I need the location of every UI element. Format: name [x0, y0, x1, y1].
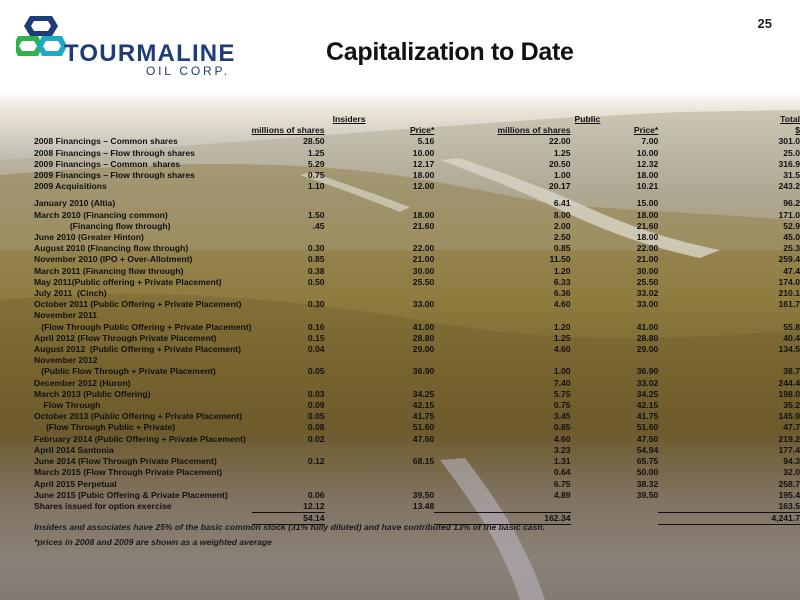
cell-ins-price: 33.00	[412, 299, 435, 310]
table-row	[34, 479, 800, 490]
cell-label: 2008 Financings – Flow through shares	[34, 147, 195, 158]
cell-total: 94.3	[783, 456, 800, 467]
cell-pub-shares	[434, 355, 570, 366]
cell-pub-price: 33.02	[636, 377, 659, 388]
table-row	[34, 490, 800, 501]
cell-pub-shares: 0.85	[553, 422, 571, 433]
cell-pub-price: 12.32	[636, 158, 659, 169]
cell-total: 96.2	[783, 198, 800, 209]
cell-total: 45.0	[783, 232, 800, 243]
cell-ins-price: 21.00	[412, 254, 435, 265]
cell-pub-shares: 8.00	[553, 209, 571, 220]
cell-label: Shares issued for option exercise	[34, 501, 172, 512]
cell-pub-shares: 0.64	[553, 467, 571, 478]
cell-ins-shares	[252, 232, 325, 243]
cell-ins-price: 18.00	[412, 170, 435, 181]
cell-pub-shares: 4.60	[553, 433, 571, 444]
table-row	[34, 232, 800, 243]
cell-label: October 2011 (Public Offering + Private Placement)	[34, 299, 242, 310]
table-row	[34, 181, 800, 192]
footnote-prices: *prices in 2008 and 2009 are shown as a weighted average	[34, 537, 272, 547]
total-total: 4,241.7	[658, 513, 800, 525]
cell-total: 219.2	[778, 433, 800, 444]
cell-pub-price: 34.25	[636, 388, 659, 399]
table-row	[34, 159, 800, 170]
cell-pub-shares: 1.25	[553, 147, 571, 158]
group-insiders: Insiders	[332, 114, 366, 124]
cell-pub-price	[571, 310, 659, 321]
cell-pub-shares: 2.50	[553, 232, 571, 243]
capitalization-table	[34, 114, 800, 525]
cell-ins-shares: 0.08	[307, 422, 325, 433]
cell-pub-shares: 1.00	[553, 366, 571, 377]
cell-pub-price: 22.00	[636, 243, 659, 254]
cell-pub-price: 15.00	[636, 198, 659, 209]
cell-pub-shares: 1.20	[553, 321, 571, 332]
cell-label: Flow Through	[34, 400, 101, 411]
cell-label: (Flow Through Public + Private)	[34, 422, 176, 433]
cell-label: March 2013 (Public Offering)	[34, 388, 151, 399]
cell-ins-price: 5.16	[417, 136, 435, 147]
cell-ins-price: 25.50	[412, 276, 435, 287]
cell-label: June 2010 (Greater Hinton)	[34, 232, 144, 243]
cell-ins-shares	[252, 198, 325, 209]
cell-pub-price: 7.00	[641, 136, 659, 147]
cell-total: 47.4	[783, 265, 800, 276]
table-row	[34, 136, 800, 147]
cell-pub-price: 51.60	[636, 422, 659, 433]
col-insider-price: Price*	[409, 125, 435, 136]
cell-ins-shares: 0.50	[307, 276, 325, 287]
cell-ins-price: 22.00	[412, 243, 435, 254]
table-row	[34, 389, 800, 400]
table-row	[34, 400, 800, 411]
table-row	[34, 456, 800, 467]
cell-label: July 2011 (Cinch)	[34, 288, 107, 299]
cell-ins-price: 68.15	[412, 456, 435, 467]
cell-label: (Flow Through Public Offering + Private Placement)	[34, 321, 252, 332]
cell-label: March 2015 (Flow Through Private Placement)	[34, 467, 223, 478]
logo-subtitle: OIL CORP.	[146, 64, 230, 78]
cell-label: August 2010 (Financing flow through)	[34, 243, 189, 254]
footnotes	[34, 522, 545, 552]
cell-pub-shares: 1.25	[553, 332, 571, 343]
empty-cell	[571, 513, 659, 525]
cell-pub-price: 29.00	[636, 344, 659, 355]
cell-pub-price: 18.00	[636, 232, 659, 243]
col-total: $	[795, 125, 800, 136]
group-total: Total	[780, 114, 800, 124]
cell-ins-shares: 0.06	[307, 489, 325, 500]
cell-pub-price: 21.00	[636, 254, 659, 265]
cell-ins-price: 12.00	[412, 181, 435, 192]
cell-pub-shares: 6.41	[553, 198, 571, 209]
cell-ins-shares: 0.05	[307, 366, 325, 377]
cell-ins-price: 51.60	[412, 422, 435, 433]
cell-label: 2008 Financings – Common shares	[34, 136, 178, 147]
cell-total: 243.2	[778, 181, 800, 192]
table-row	[34, 355, 800, 366]
cell-label: (Public Flow Through + Private Placement)	[34, 366, 216, 377]
cell-pub-price: 18.00	[636, 170, 659, 181]
cell-ins-shares: 0.09	[307, 400, 325, 411]
cell-ins-shares: 5.29	[307, 158, 325, 169]
cell-total: 244.4	[778, 377, 800, 388]
cell-pub-shares: 6.75	[553, 478, 571, 489]
table-row	[34, 170, 800, 181]
cell-pub-shares: 20.50	[549, 158, 571, 169]
cell-ins-price: 12.17	[412, 158, 435, 169]
cell-total: 32.0	[783, 467, 800, 478]
cell-pub-price: 65.75	[636, 456, 659, 467]
cell-ins-price: 39.50	[412, 489, 435, 500]
cell-ins-price: 41.75	[412, 411, 435, 422]
cell-label: 2009 Financings – Flow through shares	[34, 170, 195, 181]
cell-label: April 2014 Santonia	[34, 444, 114, 455]
cell-total: 25.0	[783, 147, 800, 158]
cell-pub-price: 50.00	[636, 467, 659, 478]
table-row	[34, 254, 800, 265]
cell-ins-shares	[252, 445, 325, 456]
table-row	[34, 501, 800, 513]
cell-ins-price	[325, 467, 435, 478]
cell-ins-price	[325, 310, 435, 321]
cell-pub-price: 33.02	[636, 288, 659, 299]
page-number: 25	[757, 16, 772, 31]
cell-ins-price: 36.90	[412, 366, 435, 377]
cell-ins-price: 30.00	[412, 265, 435, 276]
cell-total: 47.7	[783, 422, 800, 433]
cell-label: November 2012	[34, 355, 98, 366]
cell-pub-price: 25.50	[636, 276, 659, 287]
cell-ins-shares: 0.04	[307, 344, 325, 355]
cell-label: November 2010 (IPO + Over-Allotment)	[34, 254, 193, 265]
cell-pub-price: 18.00	[636, 209, 659, 220]
cell-ins-shares: 0.16	[307, 321, 325, 332]
cell-label: October 2013 (Public Offering + Private Placement)	[34, 411, 242, 422]
col-insider-shares: millions of shares	[251, 125, 325, 136]
cell-ins-shares: 0.30	[307, 243, 325, 254]
footnote-insiders: Insiders and associates have 25% of the basic common stock (31% fully diluted) and have contributed 13% of the basic cash.	[34, 522, 546, 532]
cell-ins-shares: 1.25	[307, 147, 325, 158]
cell-ins-price	[325, 445, 435, 456]
cell-pub-price: 33.00	[636, 299, 659, 310]
table-row	[34, 148, 800, 159]
cell-label: March 2010 (Financing common)	[34, 209, 168, 220]
table-row	[34, 210, 800, 221]
cell-total: 52.9	[783, 220, 800, 231]
table-row	[34, 366, 800, 377]
cell-ins-price: 18.00	[412, 209, 435, 220]
cell-pub-shares: 0.85	[553, 243, 571, 254]
cell-total: 259.4	[778, 254, 800, 265]
cell-ins-shares: 1.50	[307, 209, 325, 220]
cell-total: 258.7	[778, 478, 800, 489]
cell-pub-shares: 4.60	[553, 344, 571, 355]
cell-pub-shares: 1.31	[553, 456, 571, 467]
table-row	[34, 299, 800, 310]
cell-ins-price: 42.15	[412, 400, 435, 411]
table-row	[34, 221, 800, 232]
cell-total: 134.5	[778, 344, 800, 355]
cell-pub-shares: 6.33	[553, 276, 571, 287]
cell-pub-price: 54.94	[636, 444, 659, 455]
cell-pub-price: 30.00	[636, 265, 659, 276]
cell-ins-shares	[252, 467, 325, 478]
cell-total: 31.5	[783, 170, 800, 181]
cell-ins-shares: 0.15	[307, 332, 325, 343]
cell-pub-shares: 7.40	[553, 377, 571, 388]
cell-ins-shares: 0.03	[307, 388, 325, 399]
cell-ins-shares	[252, 378, 325, 389]
cell-total: 161.7	[778, 299, 800, 310]
cell-ins-shares: 0.05	[307, 411, 325, 422]
cell-pub-shares: 20.17	[549, 181, 571, 192]
cell-total: 210.1	[778, 288, 800, 299]
cell-pub-shares: 11.50	[549, 254, 571, 265]
table-row	[34, 310, 800, 321]
cell-pub-price: 28.80	[636, 332, 659, 343]
cell-ins-shares: 0.12	[307, 456, 325, 467]
cell-total: 198.0	[778, 388, 800, 399]
cell-total: 40.4	[783, 332, 800, 343]
cell-ins-shares: 0.02	[307, 433, 325, 444]
cell-ins-price	[325, 232, 435, 243]
cell-total: 145.9	[778, 411, 800, 422]
cell-total: 163.5	[778, 500, 800, 511]
cell-total: 171.0	[778, 209, 800, 220]
cell-total: 55.8	[783, 321, 800, 332]
cell-ins-price: 34.25	[412, 388, 435, 399]
page-title: Capitalization to Date	[326, 38, 574, 66]
cell-ins-shares: .45	[312, 220, 325, 231]
cell-ins-price: 29.00	[412, 344, 435, 355]
cell-pub-price	[571, 501, 659, 513]
cell-ins-shares: 1.10	[307, 181, 325, 192]
logo-wordmark: TOURMALINE	[64, 40, 236, 67]
cell-total: 25.3	[783, 243, 800, 254]
cell-label: (Financing flow through)	[34, 220, 171, 231]
cell-label: June 2014 (Flow Through Private Placement)	[34, 456, 217, 467]
table-row	[34, 445, 800, 456]
cell-ins-shares	[252, 310, 325, 321]
total-pub-shares: 162.34	[434, 513, 570, 525]
table-row	[34, 243, 800, 254]
group-public: Public	[574, 114, 601, 124]
cell-ins-price: 13.48	[412, 501, 435, 512]
table-row	[34, 198, 800, 209]
cell-label: August 2012 (Public Offering + Private Placement)	[34, 344, 242, 355]
cell-label: March 2011 (Financing flow through)	[34, 265, 184, 276]
table-row	[34, 411, 800, 422]
table-row	[34, 333, 800, 344]
table-row	[34, 266, 800, 277]
cell-total	[658, 310, 800, 321]
cell-ins-shares	[252, 288, 325, 299]
cell-label: April 2012 (Flow Through Private Placement)	[34, 332, 217, 343]
cell-label: June 2015 (Pubic Offering & Private Placement)	[34, 489, 228, 500]
cell-total: 316.9	[778, 158, 800, 169]
cell-pub-shares: 22.00	[549, 136, 571, 147]
cell-pub-shares	[434, 310, 570, 321]
cell-pub-shares: 4.89	[553, 489, 571, 500]
cell-total: 195.4	[778, 489, 800, 500]
col-public-shares: millions of shares	[497, 125, 571, 136]
cell-pub-shares	[434, 501, 570, 513]
cell-ins-shares: 28.50	[303, 136, 325, 147]
cell-ins-price	[325, 288, 435, 299]
cell-ins-price	[325, 355, 435, 366]
cell-pub-price: 47.50	[636, 433, 659, 444]
cell-total: 35.2	[783, 400, 800, 411]
cell-label: February 2014 (Public Offering + Private Placement)	[34, 433, 246, 444]
table-row	[34, 344, 800, 355]
cell-label: November 2011	[34, 310, 98, 321]
cell-pub-price	[571, 355, 659, 366]
cell-ins-price	[325, 378, 435, 389]
cell-ins-price	[325, 479, 435, 490]
col-public-price: Price*	[633, 125, 659, 136]
cell-ins-price: 28.80	[412, 332, 435, 343]
table-row	[34, 277, 800, 288]
cell-pub-shares: 3.45	[553, 411, 571, 422]
table-group-header-row	[34, 114, 800, 125]
cell-label: January 2010 (Altia)	[34, 198, 116, 209]
cell-pub-shares: 3.23	[553, 444, 571, 455]
cell-total: 174.0	[778, 276, 800, 287]
table-row	[34, 422, 800, 433]
cell-ins-shares	[252, 355, 325, 366]
cell-ins-price: 21.60	[412, 220, 435, 231]
total-ins-shares: 54.14	[252, 513, 325, 525]
cell-total: 38.7	[783, 366, 800, 377]
cell-total: 301.0	[778, 136, 800, 147]
cell-ins-shares: 0.30	[307, 299, 325, 310]
cell-label: May 2011(Public offering + Private Placement)	[34, 276, 222, 287]
cell-pub-price: 41.75	[636, 411, 659, 422]
tourmaline-logo-icon	[16, 14, 66, 68]
cell-pub-shares: 2.00	[553, 220, 571, 231]
cell-ins-price	[325, 198, 435, 209]
cell-label: 2009 Acquisitions	[34, 181, 107, 192]
cell-pub-shares: 0.75	[553, 400, 571, 411]
cell-pub-price: 10.21	[636, 181, 659, 192]
cell-pub-shares: 4.60	[553, 299, 571, 310]
cell-total	[658, 355, 800, 366]
cell-ins-shares: 12.12	[303, 500, 325, 511]
cell-label: December 2012 (Huron)	[34, 377, 131, 388]
cell-ins-price: 10.00	[412, 147, 435, 158]
cell-label: April 2015 Perpetual	[34, 478, 117, 489]
cell-ins-price: 41.00	[412, 321, 435, 332]
table-row	[34, 434, 800, 445]
cell-pub-price: 36.90	[636, 366, 659, 377]
cell-pub-shares: 1.00	[553, 170, 571, 181]
cell-ins-shares	[252, 479, 325, 490]
cell-pub-shares: 1.20	[553, 265, 571, 276]
table-column-header-row	[34, 125, 800, 136]
cell-pub-price: 42.15	[636, 400, 659, 411]
cell-pub-shares: 5.75	[553, 388, 571, 399]
cell-pub-price: 21.60	[636, 220, 659, 231]
table-row	[34, 467, 800, 478]
cell-ins-shares: 0.85	[307, 254, 325, 265]
cell-total: 177.4	[778, 444, 800, 455]
cell-ins-price: 47.50	[412, 433, 435, 444]
cell-pub-price: 39.50	[636, 489, 659, 500]
cell-pub-price: 38.32	[636, 478, 659, 489]
cell-pub-shares: 6.36	[553, 288, 571, 299]
table-row	[34, 288, 800, 299]
cell-ins-shares: 0.75	[307, 170, 325, 181]
table-row	[34, 322, 800, 333]
cell-label: 2009 Financings – Common shares	[34, 158, 181, 169]
cell-pub-price: 10.00	[636, 147, 659, 158]
cell-ins-shares: 0.38	[307, 265, 325, 276]
table-row	[34, 378, 800, 389]
cell-pub-price: 41.00	[636, 321, 659, 332]
